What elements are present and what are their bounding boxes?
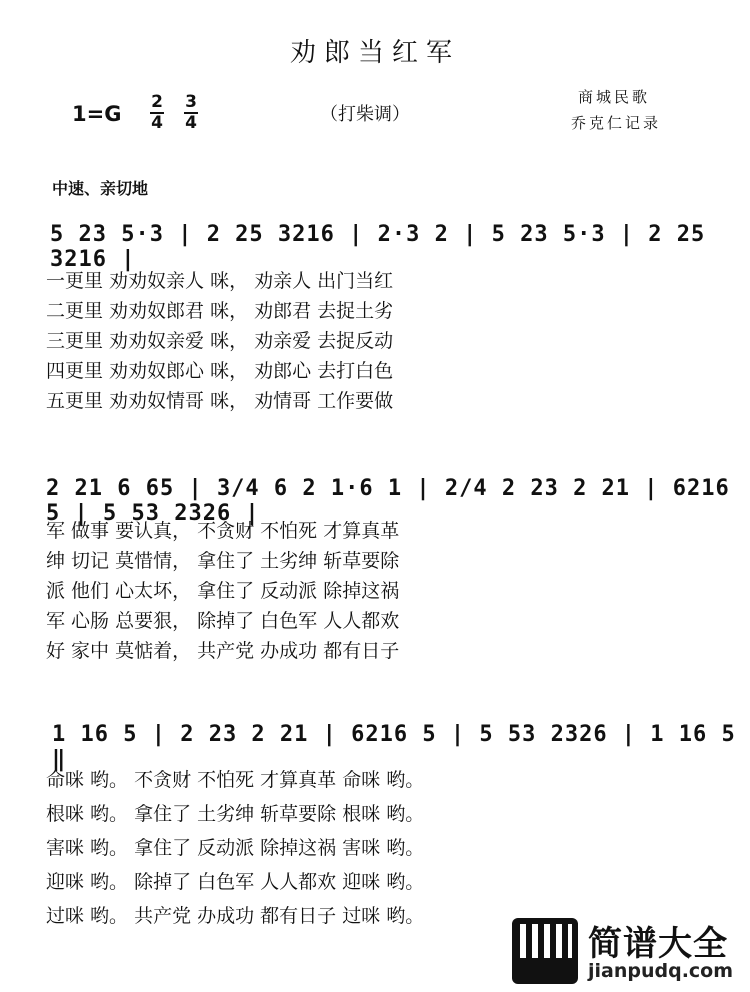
credit-recorder: 乔克仁记录 [571,114,662,132]
lyric-line: 四更里 劝劝奴郎心 咪， 劝郎心 去打白色 [46,360,394,382]
lyric-line: 根咪 哟。 拿住了 土劣绅 斩草要除 根咪 哟。 [46,803,425,825]
song-title: 劝郎当红军 [289,38,460,68]
notation-line-2: 2 21 6 65 | 3/4 6 2 1·6 1 | 2/4 2 23 2 21 | 6216 5 | 5 53 2326 | [46,476,730,526]
lyric-line: 过咪 哟。 共产党 办成功 都有日子 过咪 哟。 [46,905,425,927]
lyric-line: 军 心肠 总要狠， 除掉了 白色军 人人都欢 [46,610,400,632]
lyric-line: 派 他们 心太坏， 拿住了 反动派 除掉这祸 [46,580,400,602]
lyric-line: 好 家中 莫惦着， 共产党 办成功 都有日子 [46,640,400,662]
time-signature-2-4: 2 4 [151,92,163,133]
lyric-line: 害咪 哟。 拿住了 反动派 除掉这祸 害咪 哟。 [46,837,425,859]
time-signature-3-4: 3 4 [185,92,197,133]
notation-line-3: 1 16 5 | 2 23 2 21 | 6216 5 | 5 53 2326 | 1 16 5 ‖ [52,722,736,772]
lyric-line: 命咪 哟。 不贪财 不怕死 才算真革 命咪 哟。 [46,769,425,791]
subtitle: （打柴调） [320,104,410,125]
lyric-line: 一更里 劝劝奴亲人 咪， 劝亲人 出门当红 [46,270,394,292]
lyric-line: 二更里 劝劝奴郎君 咪， 劝郎君 去捉土劣 [46,300,394,322]
lyric-line: 军 做事 要认真， 不贪财 不怕死 才算真革 [46,520,400,542]
credit-origin: 商城民歌 [578,88,651,106]
watermark [512,916,744,986]
watermark-brand: 简谱大全 [588,924,728,964]
lyric-line: 五更里 劝劝奴情哥 咪， 劝情哥 工作要做 [46,390,394,412]
lyric-line: 绅 切记 莫惜情， 拿住了 土劣绅 斩草要除 [46,550,400,572]
watermark-url: jianpudq.com [588,960,734,982]
tempo-marking: 中速、亲切地 [52,179,149,198]
lyric-line: 三更里 劝劝奴亲爱 咪， 劝亲爱 去捉反动 [46,330,394,352]
key-signature: 1=G [72,102,122,126]
lyric-line: 迎咪 哟。 除掉了 白色军 人人都欢 迎咪 哟。 [46,871,425,893]
notation-line-1: 5 23 5·3 | 2 25 3216 | 2·3 2 | 5 23 5·3 | 2 25 3216 | [50,222,706,272]
piano-keys-icon [512,918,578,984]
